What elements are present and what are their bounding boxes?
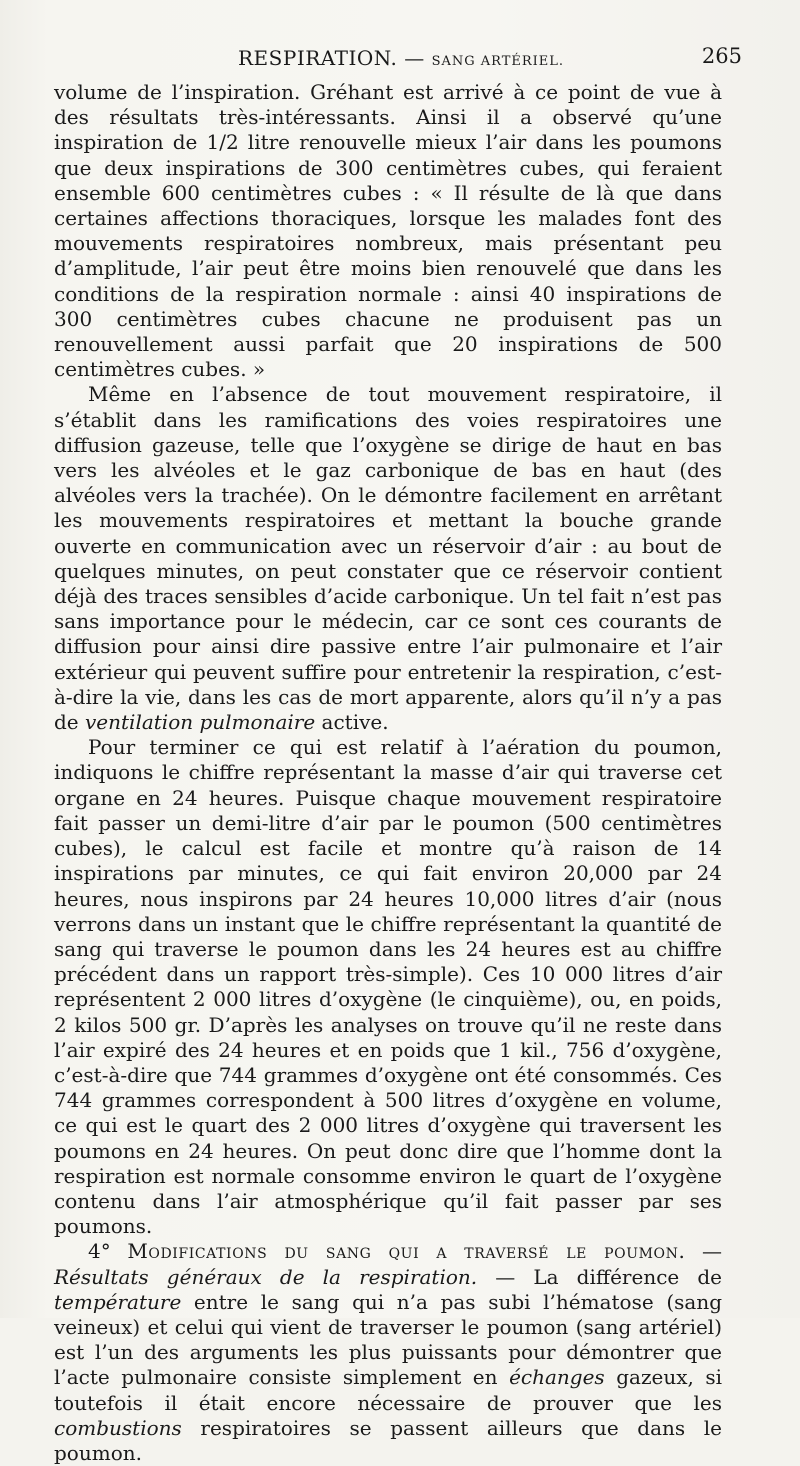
- section-heading: Modifications du sang qui a traversé le poumon.: [127, 1239, 686, 1264]
- section-number: 4°: [88, 1239, 111, 1264]
- paragraph-4-text-1: — La différence de: [495, 1264, 722, 1289]
- paragraph-3: Pour terminer ce qui est relatif à l’aération du poumon, indiquons le chiffre représentant la masse d’air qui traverse cet organe en 24 heures. Puisque chaque mouvement respiratoire fait passer un demi-litre d’air par le poumon (500 centimètres cubes), le calcul est facile et montre qu’à raison de 14 inspirations par minutes, ce qui fait environ 20,000 par 24 heures, nous inspirons par 24 heures 10,000 litres d’air (nous verrons dans un instant que le chiffre représentant la quantité de sang qui traverse le poumon dans les 24 heures est au chiffre précédent dans un rapport très-simple). Ces 10 000 litres d’air représentent 2 000 litres d’oxygène (le cinquième), ou, en poids, 2 kilos 500 gr. D’après les analyses on trouve qu’il ne reste dans l’air expiré des 24 heures et en poids que 1 kil., 756 d’oxygène, c’est-à-dire que 744 grammes d’oxygène ont été consommés. Ces 744 grammes correspondent à 500 litres d’oxygène en volume, ce qui est le quart des 2 000 litres d’oxygène qui traversent les poumons en 24 heures. On peut donc dire que l’homme dont la respiration est normale consomme environ le quart de l’oxygène contenu dans l’air atmosphérique qu’il fait passer par ses poumons.: [54, 735, 722, 1239]
- header-subtitle: SANG ARTÉRIEL.: [431, 54, 565, 69]
- section-heading-italic: Résultats généraux de la respiration.: [54, 1264, 478, 1289]
- paragraph-2-text: Même en l’absence de tout mouvement respiratoire, il s’établit dans les ramifications des voies respiratoires une diffusion gazeuse, telle que l’oxygène se dirige de haut en bas vers les alvéoles et le gaz carbonique de bas en haut (des alvéoles vers la trachée). On le démontre facilement en arrêtant les mouvements respiratoires et mettant la bouche grande ouverte en communication avec un réservoir d’air : au bout de quelques minutes, on peut constater que ce réservoir contient déjà des traces sensibles d’acide carbonique. Un tel fait n’est pas sans importance pour le médecin, car ce sont ces courants de diffusion pour ainsi dire passive entre l’air pulmonaire et l’air extérieur qui peuvent suffire pour entretenir la respiration, c’est-à-dire la vie, dans les cas de mort apparente, alors qu’il n’y a pas de: [54, 382, 722, 735]
- running-header: [54, 40, 750, 76]
- paragraph-2-italic: ventilation pulmonaire: [85, 710, 316, 735]
- section-dash: —: [702, 1239, 722, 1264]
- header-title: [238, 46, 564, 70]
- paragraph-4-italic-1: température: [54, 1289, 182, 1314]
- header-title-main: RESPIRATION.: [238, 46, 398, 70]
- paragraph-4-italic-3: combustions: [54, 1415, 182, 1440]
- paragraph-2: [54, 382, 722, 735]
- page-body: [54, 80, 722, 1466]
- paragraph-4-text-2: entre le sang qui n’a pas subi l’hématose (sang veineux) et celui qui vient de traverser le poumon (sang artériel) est l’un des arguments les plus puissants pour démontrer que l’acte pulmonaire consiste simplement en: [54, 1289, 723, 1390]
- paragraph-2-end: active.: [321, 710, 389, 735]
- paragraph-1: volume de l’inspiration. Gréhant est arrivé à ce point de vue à des résultats très-intéressants. Ainsi il a observé qu’une inspiration de 1/2 litre renouvelle mieux l’air dans les poumons que deux inspirations de 300 centimètres cubes, qui feraient ensemble 600 centimètres cubes : « Il résulte de là que dans certaines affections thoraciques, lorsque les malades font des mouvements respiratoires nombreux, mais présentant peu d’amplitude, l’air peut être moins bien renouvelé que dans les conditions de la respiration normale : ainsi 40 inspirations de 300 centimètres cubes chacune ne produisent pas un renouvellement aussi parfait que 20 inspirations de 500 centimètres cubes. »: [54, 80, 722, 382]
- paragraph-4: [54, 1239, 722, 1466]
- paragraph-4-italic-2: échanges: [509, 1365, 605, 1390]
- paragraph-4-text-4: respiratoires se passent ailleurs que dans le poumon.: [54, 1415, 722, 1465]
- page-number: 265: [701, 44, 742, 68]
- header-dash: —: [404, 46, 425, 70]
- paragraph-4-text-3: gazeux, si toutefois il était encore nécessaire de prouver que les: [54, 1365, 723, 1415]
